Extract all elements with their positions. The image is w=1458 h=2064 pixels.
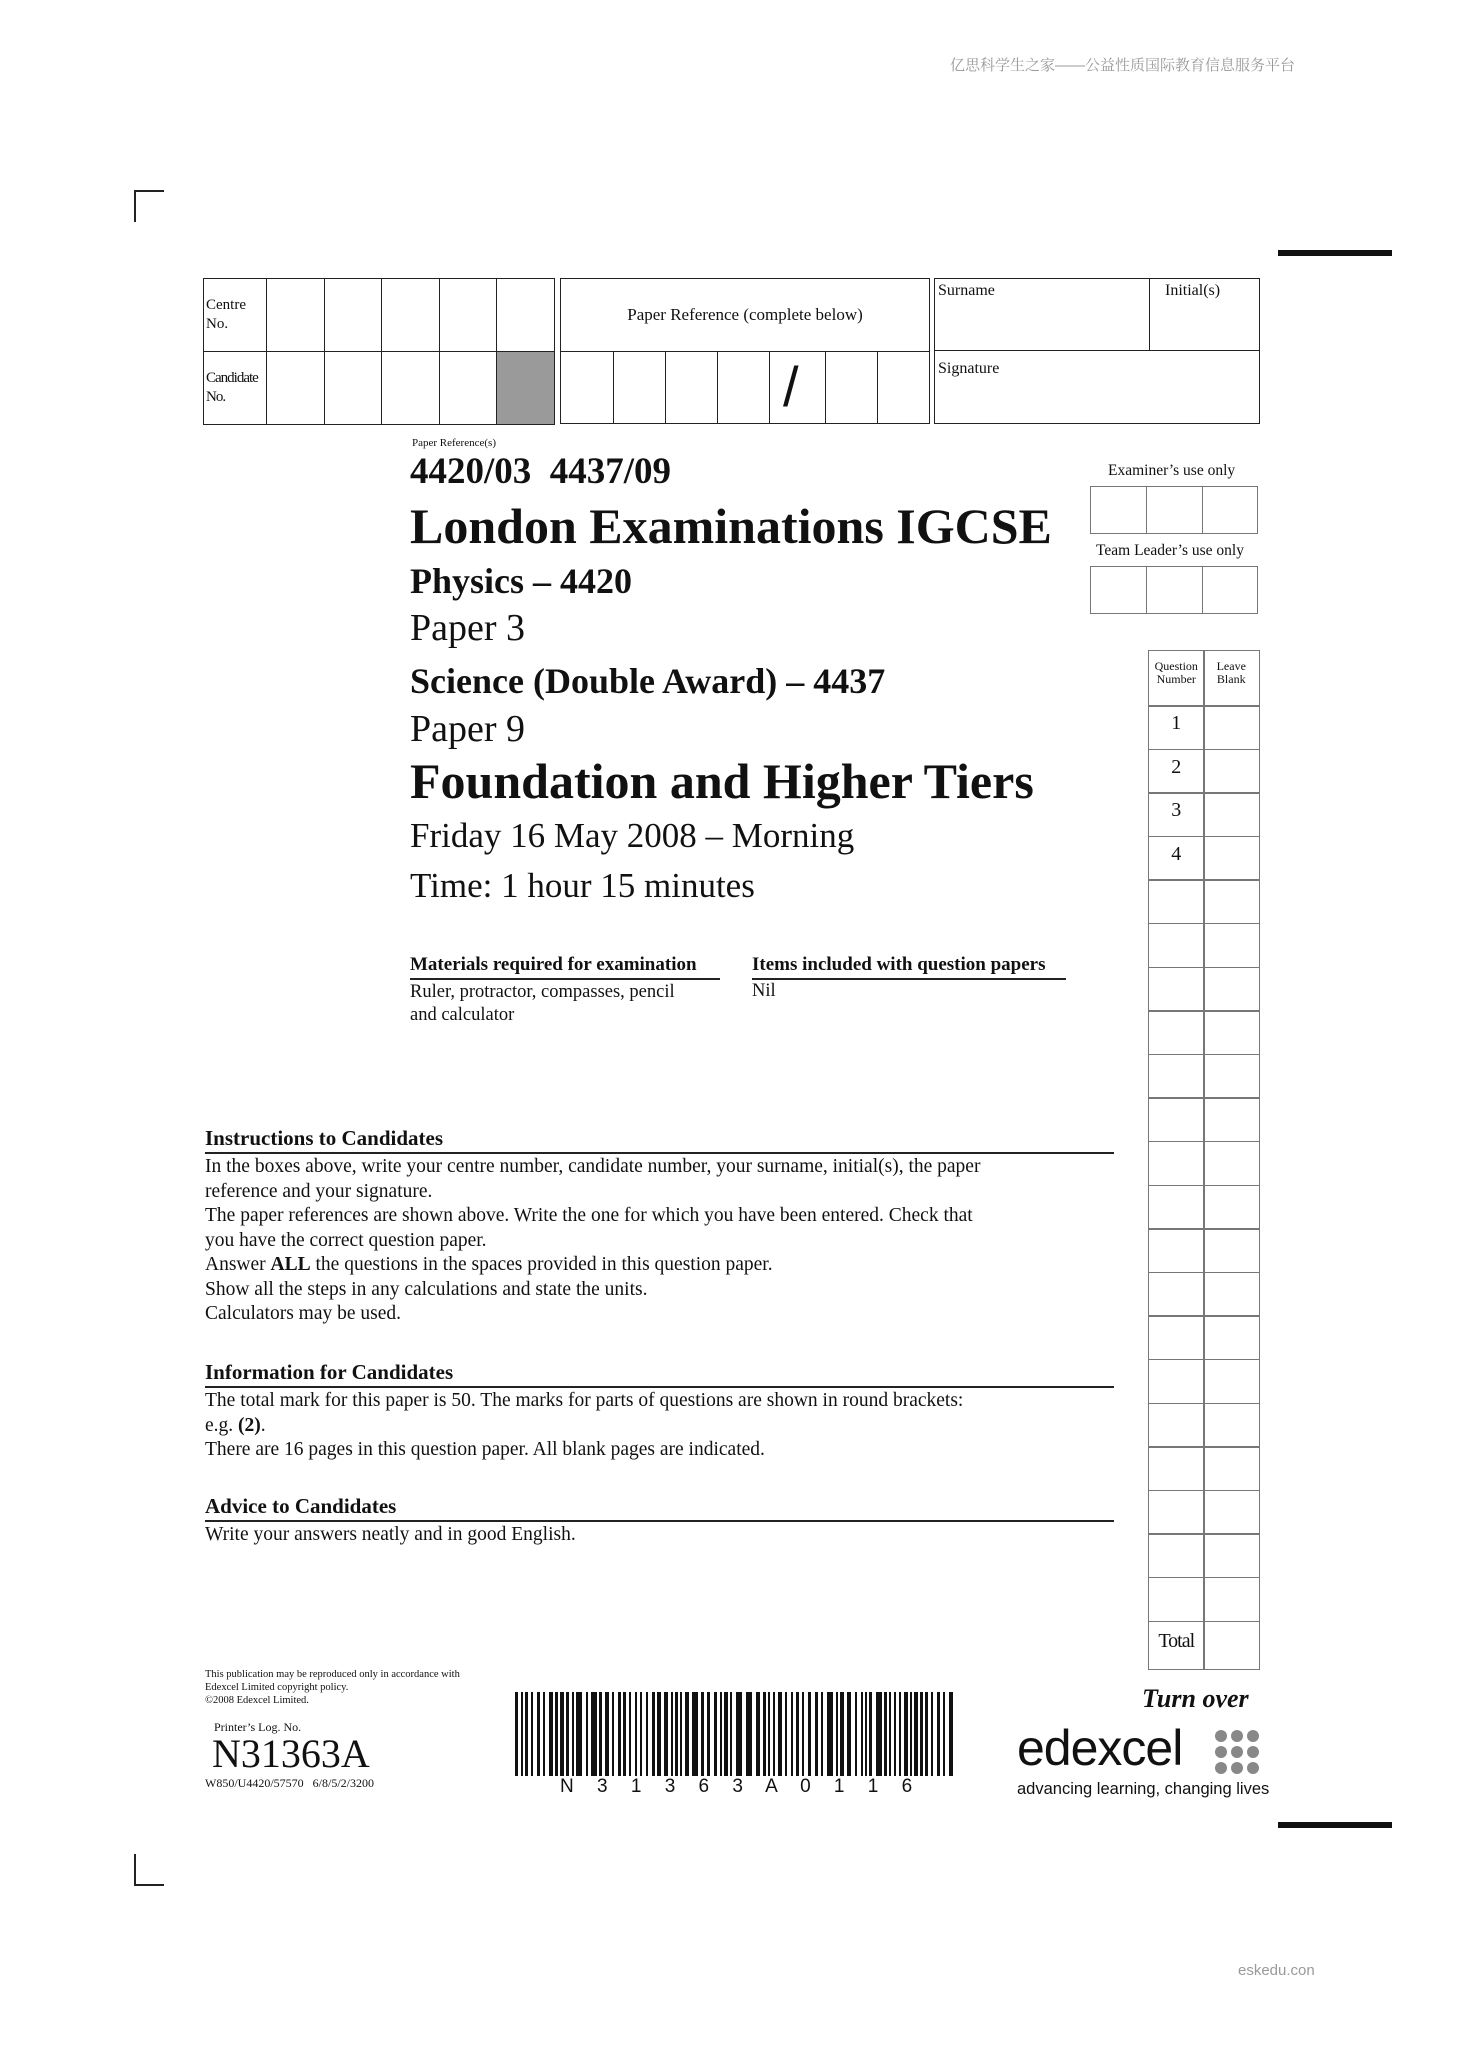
exam-date: Friday 16 May 2008 – Morning [410, 816, 855, 855]
question-number-cell [1148, 967, 1205, 1012]
barcode-bar [531, 1692, 533, 1776]
barcode-bar [763, 1692, 766, 1776]
centre-label: Centre No. [206, 297, 246, 332]
barcode-bar [657, 1692, 661, 1776]
candidate-digit-box[interactable] [324, 352, 382, 425]
surname-box[interactable] [934, 278, 1260, 351]
edge-bar-bottom-right [1278, 1822, 1392, 1828]
instructions-body [205, 1155, 1125, 1327]
barcode-bar [537, 1692, 540, 1776]
barcode-bar [869, 1692, 872, 1776]
paper-reference-slash: / [783, 355, 799, 418]
barcode-bar [937, 1692, 940, 1776]
question-number-cell [1148, 1490, 1205, 1535]
materials-heading: Materials required for examination [410, 954, 697, 975]
crop-mark-bottom-left [134, 1854, 164, 1886]
centre-digit-box[interactable] [439, 279, 497, 352]
instructions-line: Answer ALL the questions in the spaces provided in this question paper. [205, 1254, 773, 1275]
barcode-bar [855, 1692, 857, 1776]
barcode-bar [560, 1692, 564, 1776]
leave-blank-cell[interactable] [1203, 749, 1260, 794]
barcode-bar [836, 1692, 838, 1776]
information-line: The total mark for this paper is 50. The marks for parts of questions are shown in round brackets: [205, 1390, 964, 1411]
barcode-bar [555, 1692, 558, 1776]
barcode-bar [827, 1692, 833, 1776]
copyright-notice: This publication may be reproduced only in accordance with Edexcel Limited copyright policy. ©2008 Edexcel Limited. [205, 1669, 460, 1706]
question-number-cell [1148, 1403, 1205, 1448]
leave-blank-header: Leave Blank [1203, 650, 1260, 707]
barcode-bar [756, 1692, 760, 1776]
centre-digit-box[interactable] [382, 279, 440, 352]
team-leader-use-label: Team Leader’s use only [1096, 542, 1244, 559]
barcode-bar [865, 1692, 867, 1776]
total-value-cell[interactable] [1203, 1621, 1260, 1670]
barcode-bar [566, 1692, 569, 1776]
barcode-bar [815, 1692, 818, 1776]
centre-digit-box[interactable] [497, 279, 555, 352]
instructions-line: reference and your signature. [205, 1180, 433, 1202]
leave-blank-cell[interactable] [1203, 923, 1260, 968]
information-line: e.g. (2). [205, 1414, 266, 1436]
leave-blank-cell[interactable] [1203, 792, 1260, 837]
barcode-bar [802, 1692, 804, 1776]
crop-mark-top-left [134, 190, 164, 222]
question-number-cell: 2 [1148, 749, 1205, 794]
leave-blank-cell[interactable] [1203, 1097, 1260, 1142]
items-text: Nil [752, 981, 776, 1001]
barcode-text: N 3 1 3 6 3 A 0 1 1 6 [560, 1776, 922, 1797]
printers-log-number: N31363A [212, 1731, 370, 1776]
advice-line: Write your answers neatly and in good English. [205, 1524, 576, 1545]
barcode-bar [572, 1692, 574, 1776]
leave-blank-cell[interactable] [1203, 1359, 1260, 1404]
initials-label: Initial(s) [1165, 282, 1221, 299]
exam-title: London Examinations IGCSE [410, 498, 1052, 554]
barcode-bar [920, 1692, 923, 1776]
instructions-line: The paper references are shown above. Write the one for which you have been entered. Check that [205, 1205, 973, 1226]
barcode-bar [904, 1692, 908, 1776]
centre-digit-box[interactable] [324, 279, 382, 352]
candidate-digit-box[interactable] [267, 352, 325, 425]
barcode-bar [943, 1692, 945, 1776]
question-number-cell [1148, 1359, 1205, 1404]
barcode-bar [525, 1692, 528, 1776]
information-line: There are 16 pages in this question paper. All blank pages are indicated. [205, 1439, 765, 1460]
barcode-bar [847, 1692, 851, 1776]
barcode-bar [640, 1692, 642, 1776]
barcode-bar [796, 1692, 799, 1776]
edexcel-logo-dots-icon [1214, 1729, 1260, 1775]
barcode-bar [884, 1692, 887, 1776]
question-number-cell [1148, 1315, 1205, 1360]
leave-blank-cell[interactable] [1203, 1446, 1260, 1491]
instructions-line: you have the correct question paper. [205, 1229, 487, 1251]
question-number-cell [1148, 1141, 1205, 1186]
candidate-digit-box[interactable] [439, 352, 497, 425]
leave-blank-cell[interactable] [1203, 1054, 1260, 1099]
question-number-header: Question Number [1148, 650, 1205, 707]
leave-blank-cell[interactable] [1203, 1315, 1260, 1360]
question-number-cell [1148, 1185, 1205, 1230]
printers-log-label: Printer’s Log. No. [214, 1720, 302, 1734]
barcode-bar [675, 1692, 678, 1776]
barcode-bar [876, 1692, 882, 1776]
question-number-cell [1148, 1010, 1205, 1055]
barcode-bar [861, 1692, 863, 1776]
barcode-bar [646, 1692, 648, 1776]
paper-number-2: Paper 9 [410, 708, 526, 750]
total-label-cell: Total [1148, 1621, 1205, 1670]
barcode-bar [714, 1692, 717, 1776]
question-number-cell [1148, 1272, 1205, 1317]
candidate-digit-box[interactable] [382, 352, 440, 425]
question-leave-blank-table [1148, 650, 1258, 1674]
question-number-cell [1148, 1054, 1205, 1099]
barcode-bar [515, 1692, 518, 1776]
leave-blank-cell[interactable] [1203, 705, 1260, 750]
barcode-bar [840, 1692, 844, 1776]
barcode-bar [685, 1692, 689, 1776]
paper-reference-box [560, 278, 930, 424]
paper-reference-label: Paper Reference (complete below) [627, 305, 863, 324]
question-number-cell [1148, 879, 1205, 924]
print-code: W850/U4420/57570 6/8/5/2/3200 [205, 1776, 374, 1790]
question-number-cell [1148, 1097, 1205, 1142]
barcode-bar [707, 1692, 710, 1776]
question-number-cell: 4 [1148, 836, 1205, 881]
barcode-bar [605, 1692, 609, 1776]
barcode-bar [680, 1692, 682, 1776]
candidate-digit-box-shaded [497, 352, 555, 425]
barcode-bar [576, 1692, 582, 1776]
question-number-cell [1148, 1533, 1205, 1578]
barcode-bar [791, 1692, 793, 1776]
examiner-use-label: Examiner’s use only [1108, 462, 1236, 479]
question-number-cell [1148, 1228, 1205, 1273]
barcode-bar [736, 1692, 742, 1776]
information-body [205, 1389, 1125, 1463]
barcode-bar [785, 1692, 787, 1776]
paper-references: 4420/03 4437/09 [410, 451, 672, 492]
leave-blank-cell[interactable] [1203, 879, 1260, 924]
barcode-bar [925, 1692, 928, 1776]
barcode-bar [899, 1692, 901, 1776]
watermark-bottom: eskedu.con [1238, 1962, 1315, 1979]
leave-blank-cell[interactable] [1203, 1141, 1260, 1186]
edexcel-tagline: advancing learning, changing lives [1017, 1780, 1270, 1798]
question-number-cell [1148, 923, 1205, 968]
barcode-bar [612, 1692, 614, 1776]
paper-number-1: Paper 3 [410, 607, 526, 649]
barcode-bar [773, 1692, 775, 1776]
barcode-bar [821, 1692, 823, 1776]
barcode-bar [808, 1692, 811, 1776]
team-leader-use-boxes [1090, 566, 1258, 614]
exam-time: Time: 1 hour 15 minutes [410, 866, 755, 905]
barcode-bar [778, 1692, 782, 1776]
barcode-bar [591, 1692, 597, 1776]
signature-box[interactable] [934, 351, 1260, 424]
barcode-bar [724, 1692, 728, 1776]
barcode-bar [730, 1692, 732, 1776]
subject-science: Science (Double Award) – 4437 [410, 661, 886, 701]
leave-blank-cell[interactable] [1203, 1533, 1260, 1578]
centre-candidate-grid [203, 278, 555, 425]
leave-blank-cell[interactable] [1203, 1272, 1260, 1317]
barcode-bar [692, 1692, 698, 1776]
barcode-bar [629, 1692, 631, 1776]
leave-blank-cell[interactable] [1203, 1403, 1260, 1448]
question-number-cell: 3 [1148, 792, 1205, 837]
barcode-bar [914, 1692, 918, 1776]
instructions-line: Show all the steps in any calculations and state the units. [205, 1278, 648, 1300]
barcode-bar [618, 1692, 621, 1776]
paper-references-label: Paper Reference(s) [412, 437, 496, 449]
centre-digit-box[interactable] [267, 279, 325, 352]
barcode-bar [720, 1692, 722, 1776]
edge-bar-top-right [1278, 250, 1392, 256]
advice-heading: Advice to Candidates [205, 1494, 397, 1518]
instructions-line: Calculators may be used. [205, 1303, 402, 1324]
barcode-bar [910, 1692, 912, 1776]
barcode-bar [671, 1692, 673, 1776]
barcode-bar [664, 1692, 668, 1776]
tiers-title: Foundation and Higher Tiers [410, 753, 1034, 809]
barcode-bar [635, 1692, 637, 1776]
items-heading: Items included with question papers [752, 954, 1046, 975]
leave-blank-cell[interactable] [1203, 1228, 1260, 1273]
leave-blank-cell[interactable] [1203, 1010, 1260, 1055]
candidate-label: Candidate No. [206, 370, 258, 405]
subject-physics: Physics – 4420 [410, 561, 633, 601]
watermark-top: 亿思科学生之家——公益性质国际教育信息服务平台 [950, 57, 1296, 74]
surname-label: Surname [938, 282, 995, 299]
barcode-bar [768, 1692, 770, 1776]
instructions-heading: Instructions to Candidates [205, 1126, 444, 1150]
barcode-bar [931, 1692, 933, 1776]
question-number-cell [1148, 1446, 1205, 1491]
leave-blank-cell[interactable] [1203, 836, 1260, 881]
materials-text: Ruler, protractor, compasses, pencil and calculator [410, 982, 675, 1025]
barcode-bar [599, 1692, 602, 1776]
information-heading: Information for Candidates [205, 1360, 454, 1384]
signature-label: Signature [938, 360, 1000, 377]
leave-blank-cell[interactable] [1203, 1577, 1260, 1622]
leave-blank-cell[interactable] [1203, 967, 1260, 1012]
barcode-bar [894, 1692, 896, 1776]
barcode-bar [949, 1692, 953, 1776]
barcode-bar [701, 1692, 704, 1776]
barcode-bar [543, 1692, 545, 1776]
question-number-cell [1148, 1577, 1205, 1622]
examiner-use-boxes [1090, 486, 1258, 534]
barcode-bar [652, 1692, 655, 1776]
turn-over: Turn over [1142, 1684, 1249, 1713]
leave-blank-cell[interactable] [1203, 1185, 1260, 1230]
barcode [515, 1692, 953, 1776]
barcode-bar [623, 1692, 626, 1776]
barcode-bar [586, 1692, 588, 1776]
edexcel-logo-text: edexcel [1017, 1720, 1183, 1776]
instructions-line: In the boxes above, write your centre number, candidate number, your surname, initial(s), the paper [205, 1156, 981, 1177]
barcode-bar [746, 1692, 752, 1776]
leave-blank-cell[interactable] [1203, 1490, 1260, 1535]
barcode-bar [889, 1692, 891, 1776]
barcode-bar [549, 1692, 553, 1776]
barcode-bar [521, 1692, 523, 1776]
question-number-cell: 1 [1148, 705, 1205, 750]
